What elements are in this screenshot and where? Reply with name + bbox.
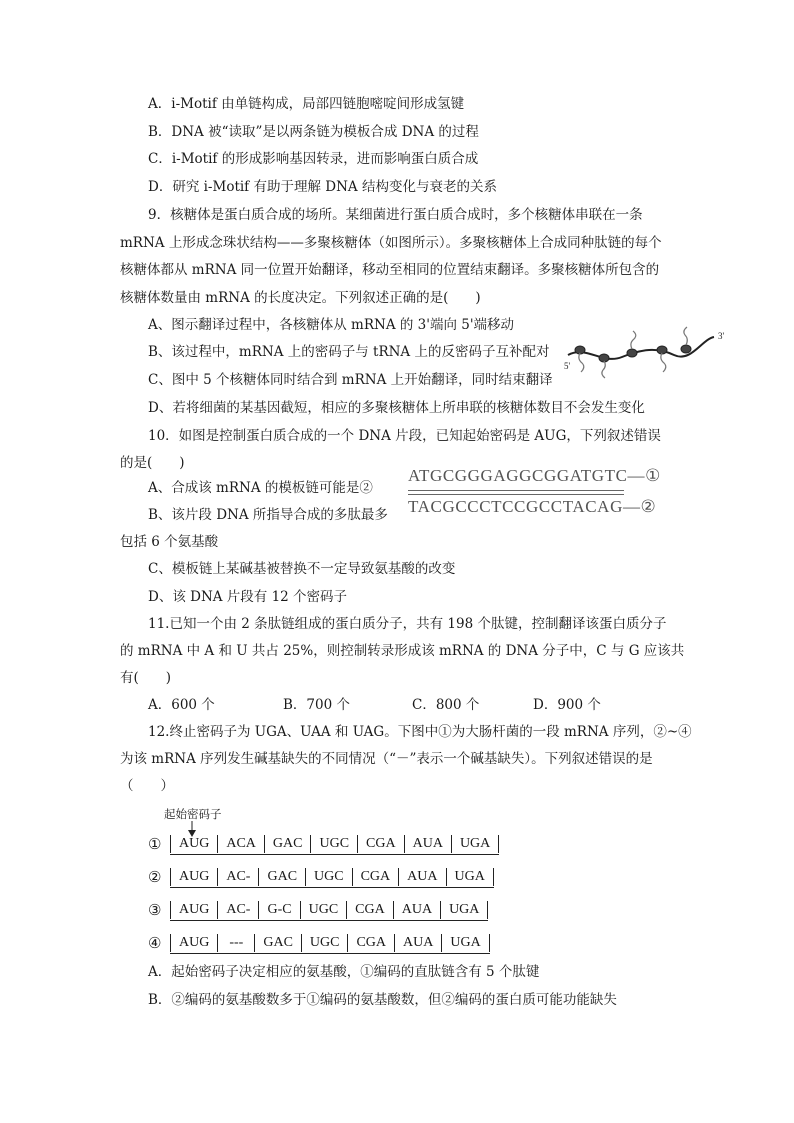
- q12-stem-line3: （ ）: [120, 778, 174, 794]
- q9-stem-line4: 核糖体数量由 mRNA 的长度决定。下列叙述正确的是( ): [120, 290, 481, 306]
- codon: AC-: [217, 901, 258, 919]
- q12-option-a: A．起始密码子决定相应的氨基酸，①编码的直肽链含有 5 个肽键: [148, 964, 540, 980]
- peptide-chain-3: [631, 331, 636, 349]
- codon: CGA: [346, 901, 393, 919]
- q9-stem-line2: mRNA 上形成念珠状结构——多聚核糖体（如图所示）。多聚核糖体上合成同种肽链的每个: [120, 235, 662, 251]
- dna-strand-1: ATGCGGGAGGCGGATGTC—①: [408, 466, 661, 485]
- q9-option-d: D、若将细菌的某基因截短，相应的多聚核糖体上所串联的核糖体数目不会发生变化: [148, 400, 645, 416]
- q11-option-a: A．600 个: [148, 697, 215, 713]
- codon: UGC: [300, 901, 347, 919]
- peptide-chain-5: [684, 327, 687, 345]
- peptide-chain-4: [661, 353, 666, 372]
- q9-stem-line1: 9．核糖体是蛋白质合成的场所。某细菌进行蛋白质合成时，多个核糖体串联在一条: [148, 207, 643, 223]
- codon: UGA: [446, 868, 494, 886]
- codon-row-1: [148, 833, 499, 855]
- codon: CGA: [347, 934, 394, 952]
- q9-option-c: C、图中 5 个核糖体同时结合到 mRNA 上开始翻译，同时结束翻译: [148, 372, 553, 388]
- q12-stem-line2: 为该 mRNA 序列发生碱基缺失的不同情况（“－”表示一个碱基缺失）。下列叙述错误的是: [120, 751, 653, 767]
- q11-option-d: D．900 个: [533, 697, 601, 713]
- q10-option-a: A、合成该 mRNA 的模板链可能是②: [148, 480, 373, 496]
- row-number: ②: [148, 868, 162, 886]
- q8-option-b: B．DNA 被“读取”是以两条链为模板合成 DNA 的过程: [148, 124, 479, 140]
- codon-row-3: [148, 899, 488, 921]
- q9-option-a: A、图示翻译过程中，各核糖体从 mRNA 的 3'端向 5'端移动: [148, 317, 515, 333]
- codon: AUG: [170, 868, 217, 886]
- q10-option-b: B、该片段 DNA 所指导合成的多肽最多: [148, 507, 388, 523]
- q8-option-a: A．i-Motif 由单链构成，局部四链胞嘧啶间形成氢键: [148, 96, 465, 112]
- ribosome-4: [657, 346, 667, 354]
- q11-stem-line1: 11.已知一个由 2 条肽链组成的蛋白质分子，共有 198 个肽键，控制翻译该蛋白质分子: [148, 616, 667, 632]
- q10-option-c: C、模板链上某碱基被替换不一定导致氨基酸的改变: [148, 561, 456, 577]
- q10-stem-line1: 10．如图是控制蛋白质合成的一个 DNA 片段，已知起始密码是 AUG，下列叙述错误: [148, 428, 661, 444]
- q10-option-b-cont: 包括 6 个氨基酸: [120, 534, 219, 550]
- codon: AUA: [404, 835, 451, 853]
- strand-divider-top: [408, 490, 624, 491]
- peptide-chain-2: [602, 361, 605, 378]
- q8-option-d: D．研究 i-Motif 有助于理解 DNA 结构变化与衰老的关系: [148, 179, 497, 195]
- codon: AUG: [170, 934, 217, 952]
- mrna-5-prime-label: 5': [564, 361, 571, 371]
- q12-stem-line1: 12.终止密码子为 UGA、UAA 和 UAG。下图中①为大肠杆菌的一段 mRNA 序列，②~④: [148, 724, 692, 740]
- codon: GAC: [254, 934, 301, 952]
- codon: UGA: [451, 835, 499, 853]
- codon: AC-: [217, 868, 258, 886]
- q11-option-c: C．800 个: [412, 697, 480, 713]
- ribosome-5: [681, 345, 691, 353]
- q11-option-b: B．700 个: [283, 697, 350, 713]
- ribosome-3: [627, 349, 637, 357]
- codon: GAC: [264, 835, 311, 853]
- codon: GAC: [258, 868, 305, 886]
- strand-divider-bottom: [408, 494, 624, 495]
- codon-row-4: [148, 932, 490, 954]
- start-codon-label: 起始密码子: [164, 807, 222, 821]
- codon: ---: [217, 934, 254, 952]
- codon: UGC: [305, 868, 352, 886]
- codon: ACA: [217, 835, 264, 853]
- q9-stem-line3: 核糖体都从 mRNA 同一位置开始翻译，移动至相同的位置结束翻译。多聚核糖体所包含的: [120, 262, 660, 278]
- codon: CGA: [352, 868, 399, 886]
- codon-row-2: [148, 866, 494, 888]
- ribosome-1: [575, 346, 585, 354]
- q12-option-b: B．②编码的氨基酸数多于①编码的氨基酸数，但②编码的蛋白质可能功能缺失: [148, 992, 617, 1008]
- row-number: ③: [148, 901, 162, 919]
- codon: UGC: [310, 835, 357, 853]
- mrna-3-prime-label: 3': [718, 331, 725, 341]
- row-number: ①: [148, 835, 162, 853]
- codon: AUA: [393, 901, 440, 919]
- codon: UGA: [440, 901, 488, 919]
- codon: AUA: [394, 934, 441, 952]
- row-number: ④: [148, 934, 162, 952]
- codon: AUA: [398, 868, 445, 886]
- codon: AUG: [170, 901, 217, 919]
- q8-option-c: C．i-Motif 的形成影响基因转录，进而影响蛋白质合成: [148, 151, 479, 167]
- codon: G-C: [258, 901, 299, 919]
- codon: CGA: [357, 835, 404, 853]
- q9-option-b: B、该过程中，mRNA 上的密码子与 tRNA 上的反密码子互补配对: [148, 344, 550, 360]
- codon: UGC: [301, 934, 348, 952]
- dna-strand-2: TACGCCCTCCGCCTACAG—②: [408, 497, 657, 516]
- codon: AUG: [170, 835, 217, 853]
- q11-stem-line2: 的 mRNA 中 A 和 U 共占 25%，则控制转录形成该 mRNA 的 DNA 分子中，C 与 G 应该共: [120, 643, 685, 659]
- q11-stem-line3: 有( ): [120, 670, 172, 686]
- polyribosome-figure: [562, 325, 732, 383]
- q10-stem-line2: 的是( ): [120, 455, 185, 471]
- ribosome-2: [599, 354, 609, 362]
- peptide-chain-1: [579, 353, 584, 372]
- q10-option-d: D、该 DNA 片段有 12 个密码子: [148, 589, 348, 605]
- codon: UGA: [441, 934, 489, 952]
